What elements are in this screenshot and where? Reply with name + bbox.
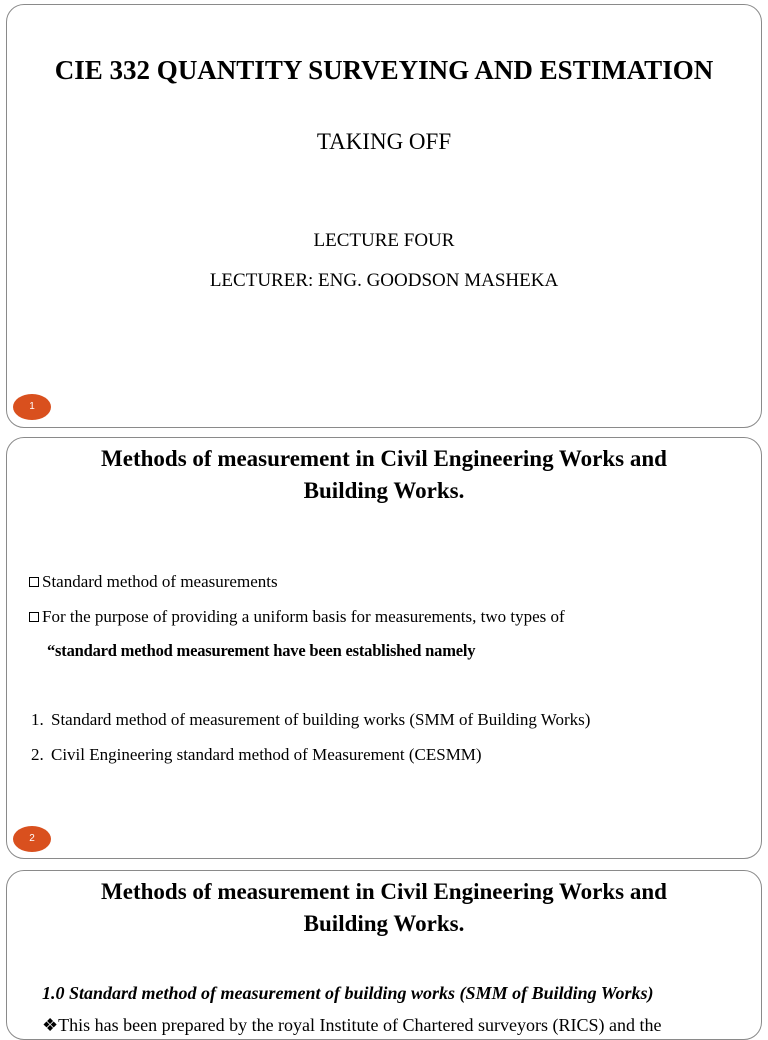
bullet-continuation: “standard method measurement have been established namely [47,641,476,660]
checkbox-bullet-icon [29,612,39,622]
bullet-text: ❖This has been prepared by the royal Institute of Chartered surveyors (RICS) and the [42,1015,662,1035]
page-number-badge: 2 [13,826,51,852]
bullet-text: For the purpose of providing a uniform basis for measurements, two types of [42,607,565,626]
course-title: CIE 332 QUANTITY SURVEYING AND ESTIMATION [54,55,714,85]
section-heading: 1.0 Standard method of measurement of building works (SMM of Building Works) [42,983,654,1003]
slide-1 [6,4,762,428]
slide-heading-line-2: Building Works. [303,478,465,503]
slide-2 [6,437,762,859]
slide-3 [6,870,762,1040]
page-number-badge: 1 [13,394,51,420]
item-number: 2. [31,745,44,764]
slide-heading-line-2: Building Works. [303,911,465,936]
bullet-item [29,572,278,592]
topic-subtitle: TAKING OFF [316,129,452,154]
numbered-item [31,745,482,765]
slide-heading-line-1: Methods of measurement in Civil Engineering Works and [101,446,667,471]
lecturer-name: LECTURER: ENG. GOODSON MASHEKA [209,270,559,291]
numbered-item [31,710,590,730]
checkbox-bullet-icon [29,577,39,587]
item-number: 1. [31,710,44,729]
slide-heading-line-1: Methods of measurement in Civil Engineering Works and [101,879,667,904]
item-text: Civil Engineering standard method of Measurement (CESMM) [51,745,482,764]
item-text: Standard method of measurement of building works (SMM of Building Works) [51,710,591,729]
bullet-item [29,607,565,627]
lecture-number: LECTURE FOUR [313,230,455,251]
bullet-text: Standard method of measurements [42,572,278,591]
